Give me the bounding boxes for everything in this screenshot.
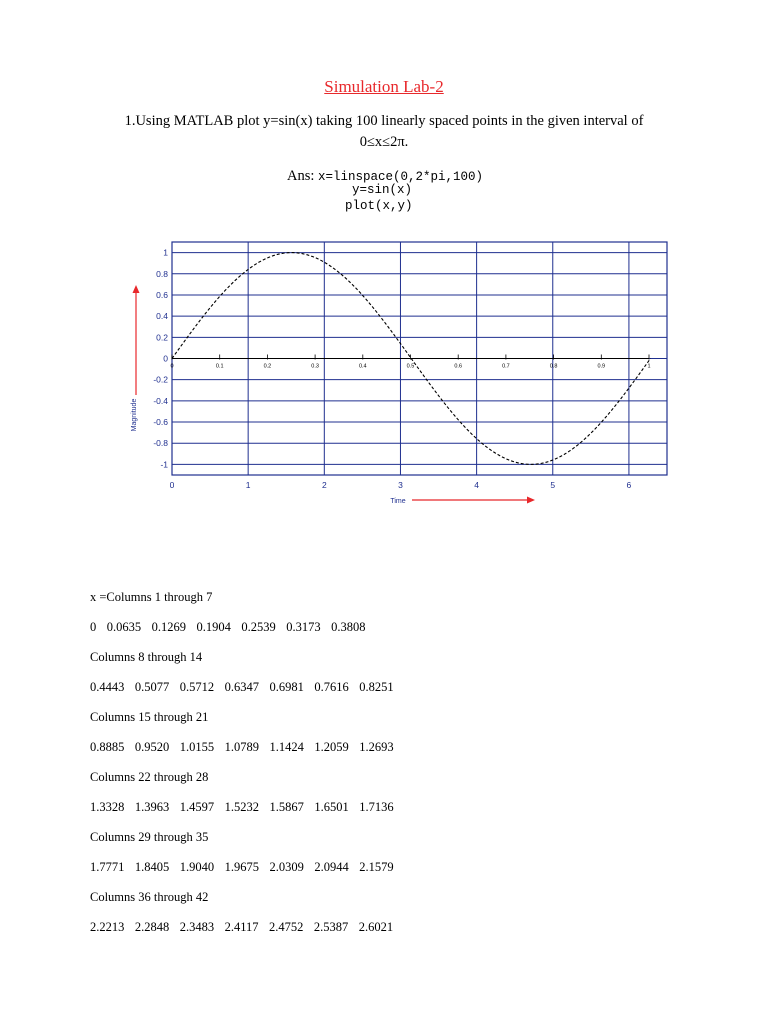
code-line-2: y=sin(x) bbox=[352, 183, 413, 197]
y-tick-label: -0.2 bbox=[153, 374, 168, 385]
value-cell: 0.8885 bbox=[90, 740, 125, 754]
output-values-row bbox=[90, 740, 404, 755]
sine-plot bbox=[120, 235, 680, 515]
value-cell: 2.2213 bbox=[90, 920, 125, 934]
inner-x-tick-label: 0.4 bbox=[358, 363, 367, 370]
columns-label: Columns 15 through 21 bbox=[90, 710, 209, 724]
columns-label: Columns 8 through 14 bbox=[90, 650, 203, 664]
y-tick-label: 0.4 bbox=[156, 311, 168, 322]
value-cell: 2.6021 bbox=[358, 920, 394, 934]
value-cell: 2.5387 bbox=[313, 920, 349, 934]
value-cell: 1.3328 bbox=[90, 800, 125, 814]
inner-x-tick-label: 0.9 bbox=[597, 363, 606, 370]
y-tick-label: 0.2 bbox=[156, 332, 168, 343]
y-tick-label: -0.8 bbox=[153, 438, 168, 449]
x-tick-label: 3 bbox=[398, 480, 403, 490]
output-values-row bbox=[90, 800, 404, 815]
value-cell: 0.3808 bbox=[331, 620, 366, 634]
value-cell: 1.2059 bbox=[314, 740, 349, 754]
columns-label: Columns 29 through 35 bbox=[90, 830, 209, 844]
y-tick-label: 1 bbox=[163, 247, 168, 258]
value-cell: 0 bbox=[90, 620, 97, 634]
value-cell: 0.9520 bbox=[134, 740, 170, 754]
value-cell: 1.5867 bbox=[269, 800, 304, 814]
value-cell: 1.9040 bbox=[179, 860, 215, 874]
code-line-1: x=linspace(0,2*pi,100) bbox=[318, 170, 484, 184]
output-values-row bbox=[90, 860, 404, 875]
value-cell: 1.9675 bbox=[224, 860, 259, 874]
columns-label: Columns 36 through 42 bbox=[90, 890, 209, 904]
value-cell: 0.5077 bbox=[134, 680, 170, 694]
value-cell: 1.0789 bbox=[224, 740, 259, 754]
output-header: x =Columns 1 through 7 bbox=[90, 590, 213, 604]
value-cell: 2.1579 bbox=[359, 860, 394, 874]
x-tick-label: 5 bbox=[550, 480, 556, 490]
value-cell: 1.3963 bbox=[134, 800, 170, 814]
output-values-row bbox=[90, 620, 376, 635]
value-cell: 1.2693 bbox=[359, 740, 394, 754]
inner-x-tick-label: 0.1 bbox=[215, 363, 224, 370]
inner-x-tick-label: 0.8 bbox=[549, 363, 558, 370]
value-cell: 0.3173 bbox=[286, 620, 321, 634]
y-axis-arrowhead bbox=[133, 285, 140, 293]
y-tick-label: 0 bbox=[163, 353, 168, 364]
value-cell: 0.2539 bbox=[241, 620, 276, 634]
question-line-1: 1.Using MATLAB plot y=sin(x) taking 100 linearly spaced points in the given interval of bbox=[124, 113, 644, 129]
x-axis-arrowhead bbox=[527, 497, 535, 504]
value-cell: 0.7616 bbox=[314, 680, 349, 694]
columns-label: Columns 22 through 28 bbox=[90, 770, 209, 784]
inner-x-tick-label: 0.5 bbox=[406, 363, 415, 370]
value-cell: 1.1424 bbox=[269, 740, 304, 754]
x-axis-label: Time bbox=[390, 498, 406, 505]
x-tick-label: 0 bbox=[169, 480, 175, 490]
value-cell: 1.7136 bbox=[359, 800, 394, 814]
x-tick-label: 4 bbox=[474, 480, 479, 490]
value-cell: 2.2848 bbox=[134, 920, 170, 934]
question-text bbox=[84, 111, 684, 153]
value-cell: 1.8405 bbox=[134, 860, 170, 874]
value-cell: 0.4443 bbox=[90, 680, 125, 694]
answer-label: Ans: bbox=[287, 168, 315, 184]
output-values-row bbox=[90, 680, 404, 695]
value-cell: 2.4752 bbox=[269, 920, 304, 934]
y-tick-label: 0.6 bbox=[156, 289, 168, 300]
code-line-3: plot(x,y) bbox=[345, 199, 413, 213]
value-cell: 1.7771 bbox=[90, 860, 125, 874]
value-cell: 2.0944 bbox=[314, 860, 349, 874]
value-cell: 1.6501 bbox=[314, 800, 349, 814]
value-cell: 2.3483 bbox=[179, 920, 215, 934]
value-cell: 2.0309 bbox=[269, 860, 304, 874]
inner-x-tick-label: 0.3 bbox=[311, 363, 319, 370]
y-tick-label: -1 bbox=[160, 459, 168, 470]
y-axis-label: Magnitude bbox=[131, 398, 138, 432]
value-cell: 0.1904 bbox=[196, 620, 231, 634]
inner-x-tick-label: 0.6 bbox=[454, 363, 463, 370]
y-tick-label: -0.6 bbox=[153, 417, 168, 428]
value-cell: 0.6981 bbox=[269, 680, 304, 694]
value-cell: 0.0635 bbox=[106, 620, 142, 634]
x-tick-label: 1 bbox=[245, 480, 251, 490]
value-cell: 1.4597 bbox=[179, 800, 215, 814]
value-cell: 0.5712 bbox=[179, 680, 215, 694]
value-cell: 1.5232 bbox=[224, 800, 259, 814]
output-values-row bbox=[90, 920, 404, 935]
value-cell: 0.6347 bbox=[224, 680, 259, 694]
page-title: Simulation Lab-2 bbox=[324, 77, 444, 96]
inner-x-tick-label: 0.2 bbox=[263, 363, 272, 370]
inner-x-tick-label: 1 bbox=[647, 363, 651, 370]
y-tick-label: 0.8 bbox=[156, 268, 168, 279]
inner-x-tick-label: 0.7 bbox=[502, 363, 510, 370]
value-cell: 1.0155 bbox=[179, 740, 215, 754]
question-line-2: 0≤x≤2π. bbox=[359, 134, 409, 150]
value-cell: 0.1269 bbox=[151, 620, 186, 634]
y-tick-label: -0.4 bbox=[153, 395, 168, 406]
inner-x-tick-label: 0 bbox=[170, 363, 174, 370]
x-tick-label: 6 bbox=[626, 480, 632, 490]
value-cell: 0.8251 bbox=[359, 680, 394, 694]
value-cell: 2.4117 bbox=[224, 920, 259, 934]
x-tick-label: 2 bbox=[321, 480, 327, 490]
